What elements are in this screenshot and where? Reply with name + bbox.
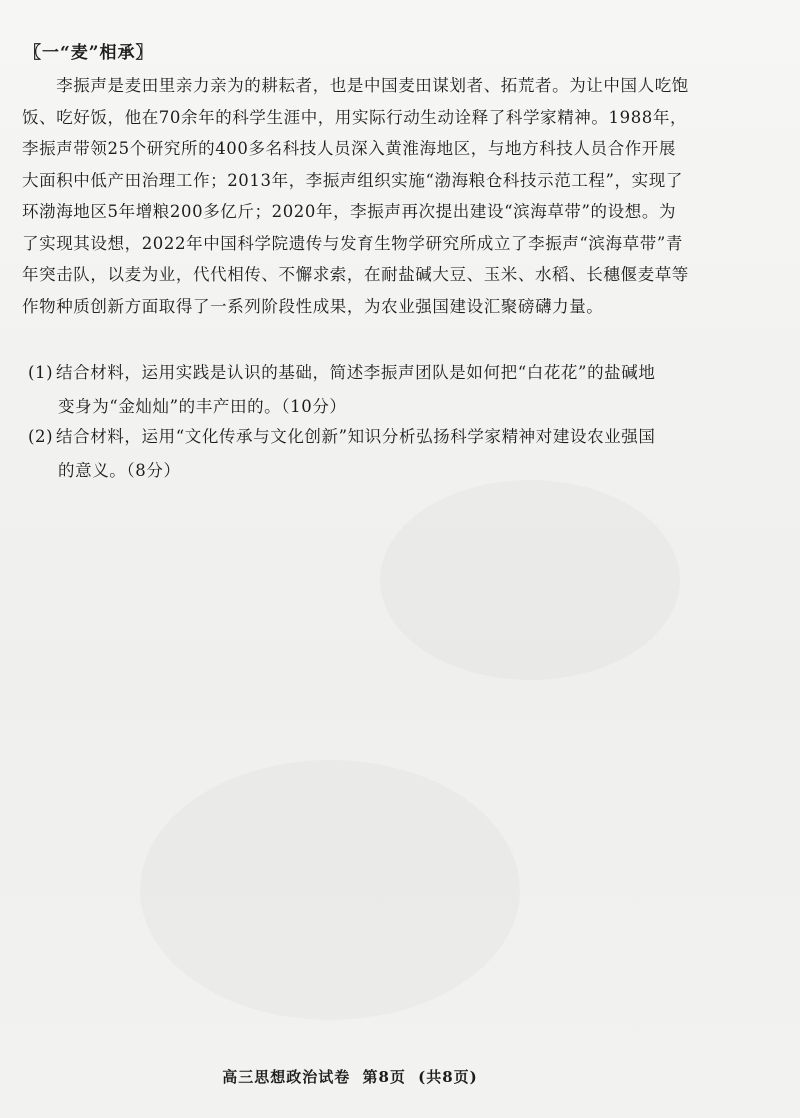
section-title: 〖一“麦”相承〗	[24, 43, 154, 63]
question-1	[28, 356, 668, 424]
total-pages: (共8页)	[418, 1068, 478, 1086]
page-footer	[0, 1066, 700, 1087]
page-number: 第8页	[362, 1068, 406, 1086]
question-number: (2)	[28, 427, 54, 446]
material-line: 作物种质创新方面取得了一系列阶段性成果，为农业强国建设汇聚磅礴力量。	[22, 296, 604, 316]
question-text-line1: 结合材料，运用“文化传承与文化创新”知识分析弘扬科学家精神对建设农业强国	[56, 427, 656, 446]
question-text-line2: 的意义。（8分）	[58, 461, 181, 480]
material-paragraph	[22, 70, 689, 322]
scan-smudge	[380, 480, 680, 680]
question-text-line2: 变身为“金灿灿”的丰产田的。（10分）	[58, 397, 347, 416]
material-line: 大面积中低产田治理工作；2013年，李振声组织实施“渤海粮仓科技示范工程”，实现了	[22, 170, 683, 190]
scan-smudge	[140, 760, 520, 1020]
material-line: 李振声带领25个研究所的400多名科技人员深入黄淮海地区，与地方科技人员合作开展	[22, 139, 676, 158]
question-2	[28, 420, 668, 488]
question-text-line1: 结合材料，运用实践是认识的基础，简述李振声团队是如何把“白花花”的盐碱地	[56, 363, 656, 382]
exam-name: 高三思想政治试卷	[222, 1068, 351, 1086]
question-number: (1)	[28, 363, 54, 382]
material-line: 李振声是麦田里亲力亲为的耕耘者，也是中国麦田谋划者、拓荒者。为让中国人吃饱	[22, 76, 689, 95]
material-line: 饭、吃好饭，他在70余年的科学生涯中，用实际行动生动诠释了科学家精神。1988年，	[22, 107, 688, 127]
material-line: 年突击队，以麦为业，代代相传、不懈求索，在耐盐碱大豆、玉米、水稻、长穗偃麦草等	[22, 265, 689, 284]
material-line: 了实现其设想，2022年中国科学院遗传与发育生物学研究所成立了李振声“滨海草带”青	[22, 233, 683, 253]
material-line: 环渤海地区5年增粮200多亿斤；2020年，李振声再次提出建设“滨海草带”的设想。为	[22, 202, 677, 221]
